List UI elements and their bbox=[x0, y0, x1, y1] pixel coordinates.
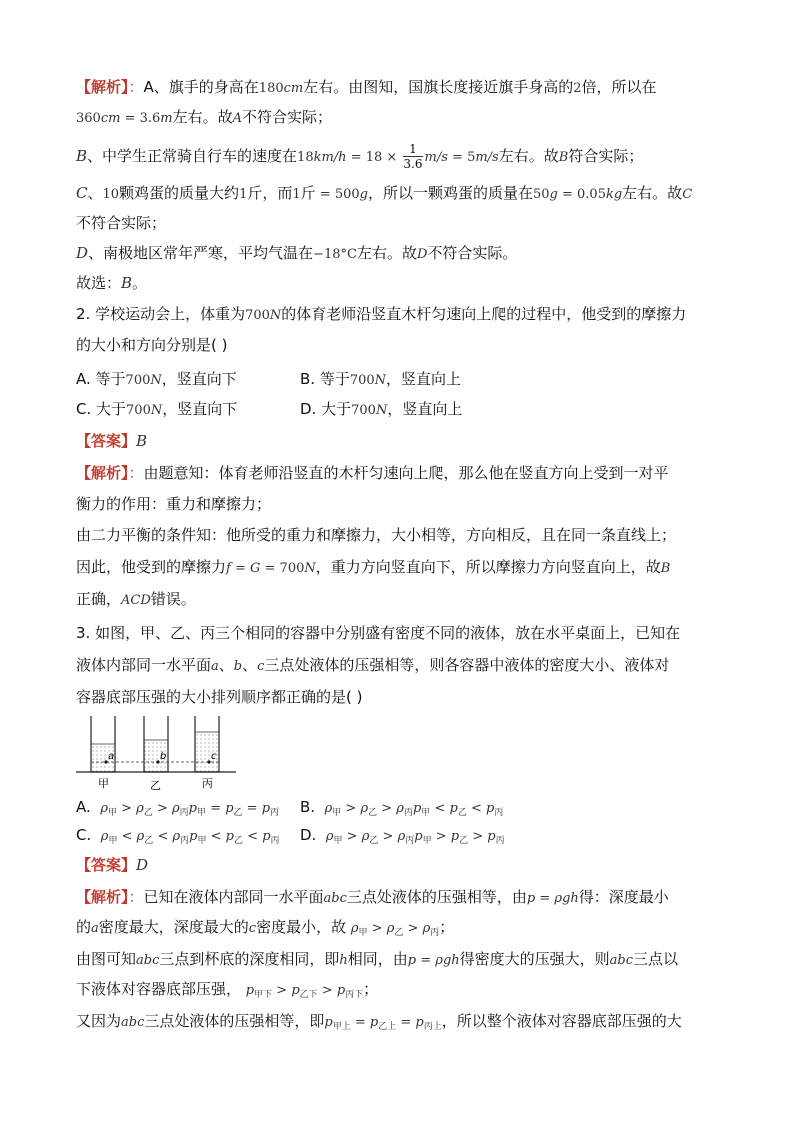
q2-analysis-line-2: 衡力的作用：重力和摩擦力； bbox=[76, 495, 272, 513]
q2-analysis-line-3: 由二力平衡的条件知：他所受的重力和摩擦力，大小相等，方向相反，且在同一条直线上； bbox=[76, 526, 677, 544]
q2-analysis-line-1: 【解析】：由题意知：体育老师沿竖直的木杆匀速向上爬，那么他在竖直方向上受到一对平 bbox=[76, 464, 669, 482]
q2-option-b[interactable]: B. 等于700N，竖直向上 bbox=[300, 370, 462, 388]
q3-analysis-line-2: 的a密度最大，深度最大的c密度最小，故 $\rho_甲 > \rho_乙 > \rho_丙$； bbox=[76, 918, 455, 938]
q3-option-d[interactable]: D. $\rho_甲 > \rho_乙 > \rho_丙p_甲 > p_乙 > p_丙$ bbox=[300, 826, 505, 846]
q1-analysis-line-c: C、10颗鸡蛋的质量大约1斤，而1斤 = 500g，所以一颗鸡蛋的质量在50g = 0.05kg左右。故C bbox=[76, 184, 693, 202]
label-b: b bbox=[160, 751, 167, 762]
q1-analysis-line-2: 360cm = 3.6m左右。故A不符合实际； bbox=[76, 108, 333, 126]
q3-analysis-line-5: 又因为abc三点处液体的压强相等，即$p_{甲上} = p_{乙上} = p_{丙上}$，所以整个液体对容器底部压强的大 bbox=[76, 1012, 682, 1032]
q1-choose-line: 故选：B。 bbox=[76, 274, 148, 292]
q1-analysis-line-c2: 不符合实际； bbox=[76, 214, 167, 232]
q3-option-a[interactable]: A. $\rho_甲 > \rho_乙 > \rho_丙p_甲 = p_乙 = p_丙$ bbox=[76, 798, 280, 818]
q2-option-a[interactable]: A. 等于700N，竖直向下 bbox=[76, 370, 237, 388]
label-bing: 丙 bbox=[202, 777, 213, 790]
label-a: a bbox=[108, 751, 115, 762]
q1-analysis-line-1: 【解析】：A、旗手的身高在180cm左右。由图知，国旗长度接近旗手身高的2倍，所以在 bbox=[76, 78, 657, 96]
label-c: c bbox=[211, 751, 217, 762]
q2-option-d[interactable]: D. 大于700N，竖直向上 bbox=[300, 400, 463, 418]
containers-figure bbox=[76, 714, 241, 794]
answer-marker: 【答案】 bbox=[76, 432, 137, 450]
q3-stem-line-2: 液体内部同一水平面a、b、c三点处液体的压强相等，则各容器中液体的密度大小、液体对 bbox=[76, 656, 670, 674]
q3-analysis-line-1: 【解析】：已知在液体内部同一水平面abc三点处液体的压强相等，由p = ρgh得：深度最小 bbox=[76, 888, 669, 906]
q2-stem-line-2: 的大小和方向分别是( ) bbox=[76, 336, 228, 354]
q3-analysis-line-3: 由图可知abc三点到杯底的深度相同，即h相同，由p = ρgh得密度大的压强大，则abc三点以 bbox=[76, 950, 679, 968]
q3-analysis-line-4: 下液体对容器底部压强， $p_{甲下} > p_{乙下} > p_{丙下}$； bbox=[76, 980, 379, 1000]
q3-answer-line: 【答案】D bbox=[76, 856, 149, 874]
q2-stem-line-1: 2. 学校运动会上，体重为700N的体育老师沿竖直木杆匀速向上爬的过程中，他受到的摩擦力 bbox=[76, 305, 687, 323]
label-yi: 乙 bbox=[150, 779, 161, 792]
q2-option-c[interactable]: C. 大于700N，竖直向下 bbox=[76, 400, 238, 418]
fraction: $\frac{1}{3.6}$ bbox=[403, 142, 423, 171]
q1-analysis-line-d: D、南极地区常年严寒，平均气温在−18°C左右。故D不符合实际。 bbox=[76, 244, 518, 262]
q3-option-b[interactable]: B. $\rho_甲 > \rho_乙 > \rho_丙p_甲 < p_乙 < p_丙$ bbox=[300, 798, 504, 818]
q2-analysis-line-5: 正确，ACD错误。 bbox=[76, 590, 196, 608]
q2-answer-line: 【答案】B bbox=[76, 432, 148, 450]
q1-analysis-line-b: B、中学生正常骑自行车的速度在18km/h = 18 × $\frac{1}{3.6}$ m/s = 5m/s左右。故B符合实际； bbox=[76, 142, 644, 171]
analysis-marker: 【解析】 bbox=[76, 78, 129, 96]
q2-analysis-line-4: 因此，他受到的摩擦力f = G = 700N，重力方向竖直向下，所以摩擦力方向竖直向上，故B bbox=[76, 558, 671, 576]
q3-stem-line-3: 容器底部压强的大小排列顺序都正确的是( ) bbox=[76, 688, 363, 706]
q3-stem-line-1: 3. 如图，甲、乙、丙三个相同的容器中分别盛有密度不同的液体，放在水平桌面上，已知在 bbox=[76, 624, 681, 642]
q3-option-c[interactable]: C. $\rho_甲 < \rho_乙 < \rho_丙p_甲 < p_乙 < p_丙$ bbox=[76, 826, 280, 846]
label-jia: 甲 bbox=[98, 777, 109, 790]
